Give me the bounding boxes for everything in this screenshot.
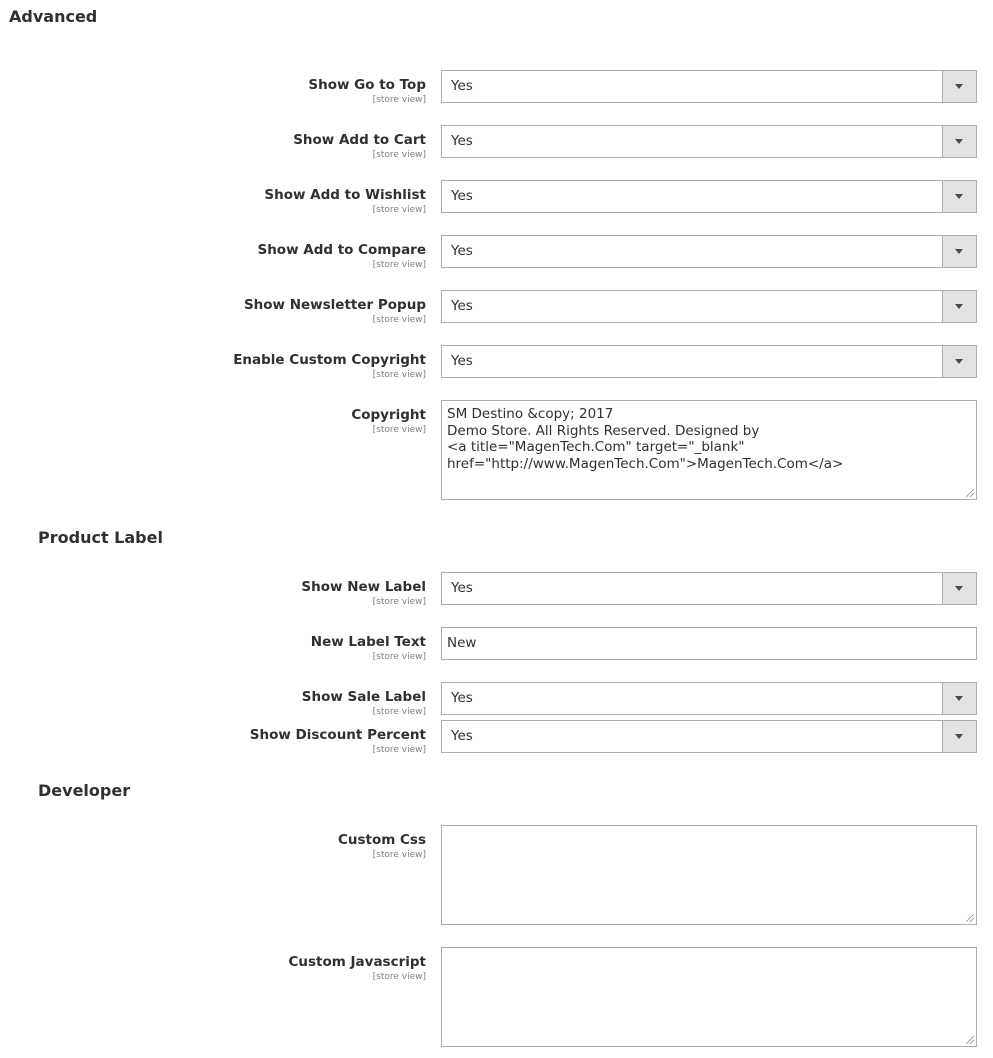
select-value: Yes (451, 298, 473, 314)
field-label-text: Show Add to Compare (257, 242, 426, 258)
field-label-text: Custom Javascript (288, 954, 426, 970)
scope-note: [store view] (372, 205, 426, 215)
select-value: Yes (451, 188, 473, 204)
chevron-down-icon (955, 249, 963, 254)
dropdown-toggle[interactable] (942, 236, 976, 267)
scope-note: [store view] (372, 95, 426, 105)
chevron-down-icon (955, 194, 963, 199)
field-label-text: Show Sale Label (301, 689, 426, 705)
scope-note: [store view] (372, 150, 426, 160)
field-label-text: Show Go to Top (308, 77, 426, 93)
scope-note: [store view] (372, 850, 426, 860)
select-value: Yes (451, 133, 473, 149)
scope-note: [store view] (372, 425, 426, 435)
select-value: Yes (451, 353, 473, 369)
field-label-enable-custom-copyright (233, 352, 426, 381)
field-label-show-newsletter-popup (244, 297, 426, 326)
dropdown-toggle[interactable] (942, 573, 976, 604)
select-value: Yes (451, 78, 473, 94)
show-add-to-wishlist-select[interactable] (441, 180, 977, 213)
show-newsletter-popup-select[interactable] (441, 290, 977, 323)
select-value: Yes (451, 728, 473, 744)
scope-note: [store view] (372, 972, 426, 982)
dropdown-toggle[interactable] (942, 126, 976, 157)
show-add-to-compare-select[interactable] (441, 235, 977, 268)
chevron-down-icon (955, 696, 963, 701)
show-discount-percent-select[interactable] (441, 720, 977, 753)
scope-note: [store view] (372, 260, 426, 270)
chevron-down-icon (955, 304, 963, 309)
dropdown-toggle[interactable] (942, 71, 976, 102)
field-label-text: Show Discount Percent (249, 727, 426, 743)
chevron-down-icon (955, 139, 963, 144)
field-label-text: Enable Custom Copyright (233, 352, 426, 368)
chevron-down-icon (955, 734, 963, 739)
scope-note: [store view] (372, 745, 426, 755)
section-title-developer: Developer (38, 781, 131, 800)
chevron-down-icon (955, 586, 963, 591)
custom-javascript-textarea[interactable] (441, 947, 977, 1047)
enable-custom-copyright-select[interactable] (441, 345, 977, 378)
resize-grip-icon[interactable] (966, 1036, 974, 1044)
scope-note: [store view] (372, 652, 426, 662)
custom-css-textarea[interactable] (441, 825, 977, 925)
chevron-down-icon (955, 84, 963, 89)
dropdown-toggle[interactable] (942, 721, 976, 752)
show-add-to-cart-select[interactable] (441, 125, 977, 158)
scope-note: [store view] (372, 370, 426, 380)
scope-note: [store view] (372, 597, 426, 607)
section-title-product-label: Product Label (38, 528, 163, 547)
chevron-down-icon (955, 359, 963, 364)
field-label-copyright (351, 407, 426, 436)
input-value: New (447, 635, 477, 651)
scope-note: [store view] (372, 707, 426, 717)
field-label-custom-css (338, 832, 426, 861)
show-new-label-select[interactable] (441, 572, 977, 605)
field-label-text: Show New Label (301, 579, 426, 595)
dropdown-toggle[interactable] (942, 291, 976, 322)
select-value: Yes (451, 580, 473, 596)
field-label-show-new-label (301, 579, 426, 608)
dropdown-toggle[interactable] (942, 346, 976, 377)
resize-grip-icon[interactable] (966, 489, 974, 497)
field-label-text: Show Add to Cart (293, 132, 426, 148)
field-label-new-label-text (311, 634, 426, 663)
field-label-show-sale-label (302, 689, 426, 718)
select-value: Yes (451, 243, 473, 259)
field-label-text: New Label Text (310, 634, 426, 650)
field-label-show-add-to-cart (293, 132, 426, 161)
copyright-textarea[interactable] (441, 400, 977, 500)
scope-note: [store view] (372, 315, 426, 325)
select-value: Yes (451, 690, 473, 706)
field-label-text: Show Add to Wishlist (264, 187, 426, 203)
section-title-advanced: Advanced (9, 7, 98, 26)
field-label-show-go-to-top (308, 77, 426, 106)
dropdown-toggle[interactable] (942, 683, 976, 714)
field-label-show-discount-percent (250, 727, 426, 756)
field-label-text: Copyright (351, 407, 426, 423)
textarea-value: SM Destino &copy; 2017 Demo Store. All Rights Reserved. Designed by <a title="MagenTech.Com" target="_blank" href="http://www.MagenTech.Com">MagenTech.Com</a> (447, 406, 844, 472)
resize-grip-icon[interactable] (966, 914, 974, 922)
new-label-text-input[interactable] (441, 627, 977, 660)
field-label-text: Show Newsletter Popup (243, 297, 426, 313)
show-sale-label-select[interactable] (441, 682, 977, 715)
field-label-show-add-to-compare (257, 242, 426, 271)
field-label-show-add-to-wishlist (264, 187, 426, 216)
show-go-to-top-select[interactable] (441, 70, 977, 103)
dropdown-toggle[interactable] (942, 181, 976, 212)
field-label-text: Custom Css (337, 832, 426, 848)
field-label-custom-javascript (288, 954, 426, 983)
